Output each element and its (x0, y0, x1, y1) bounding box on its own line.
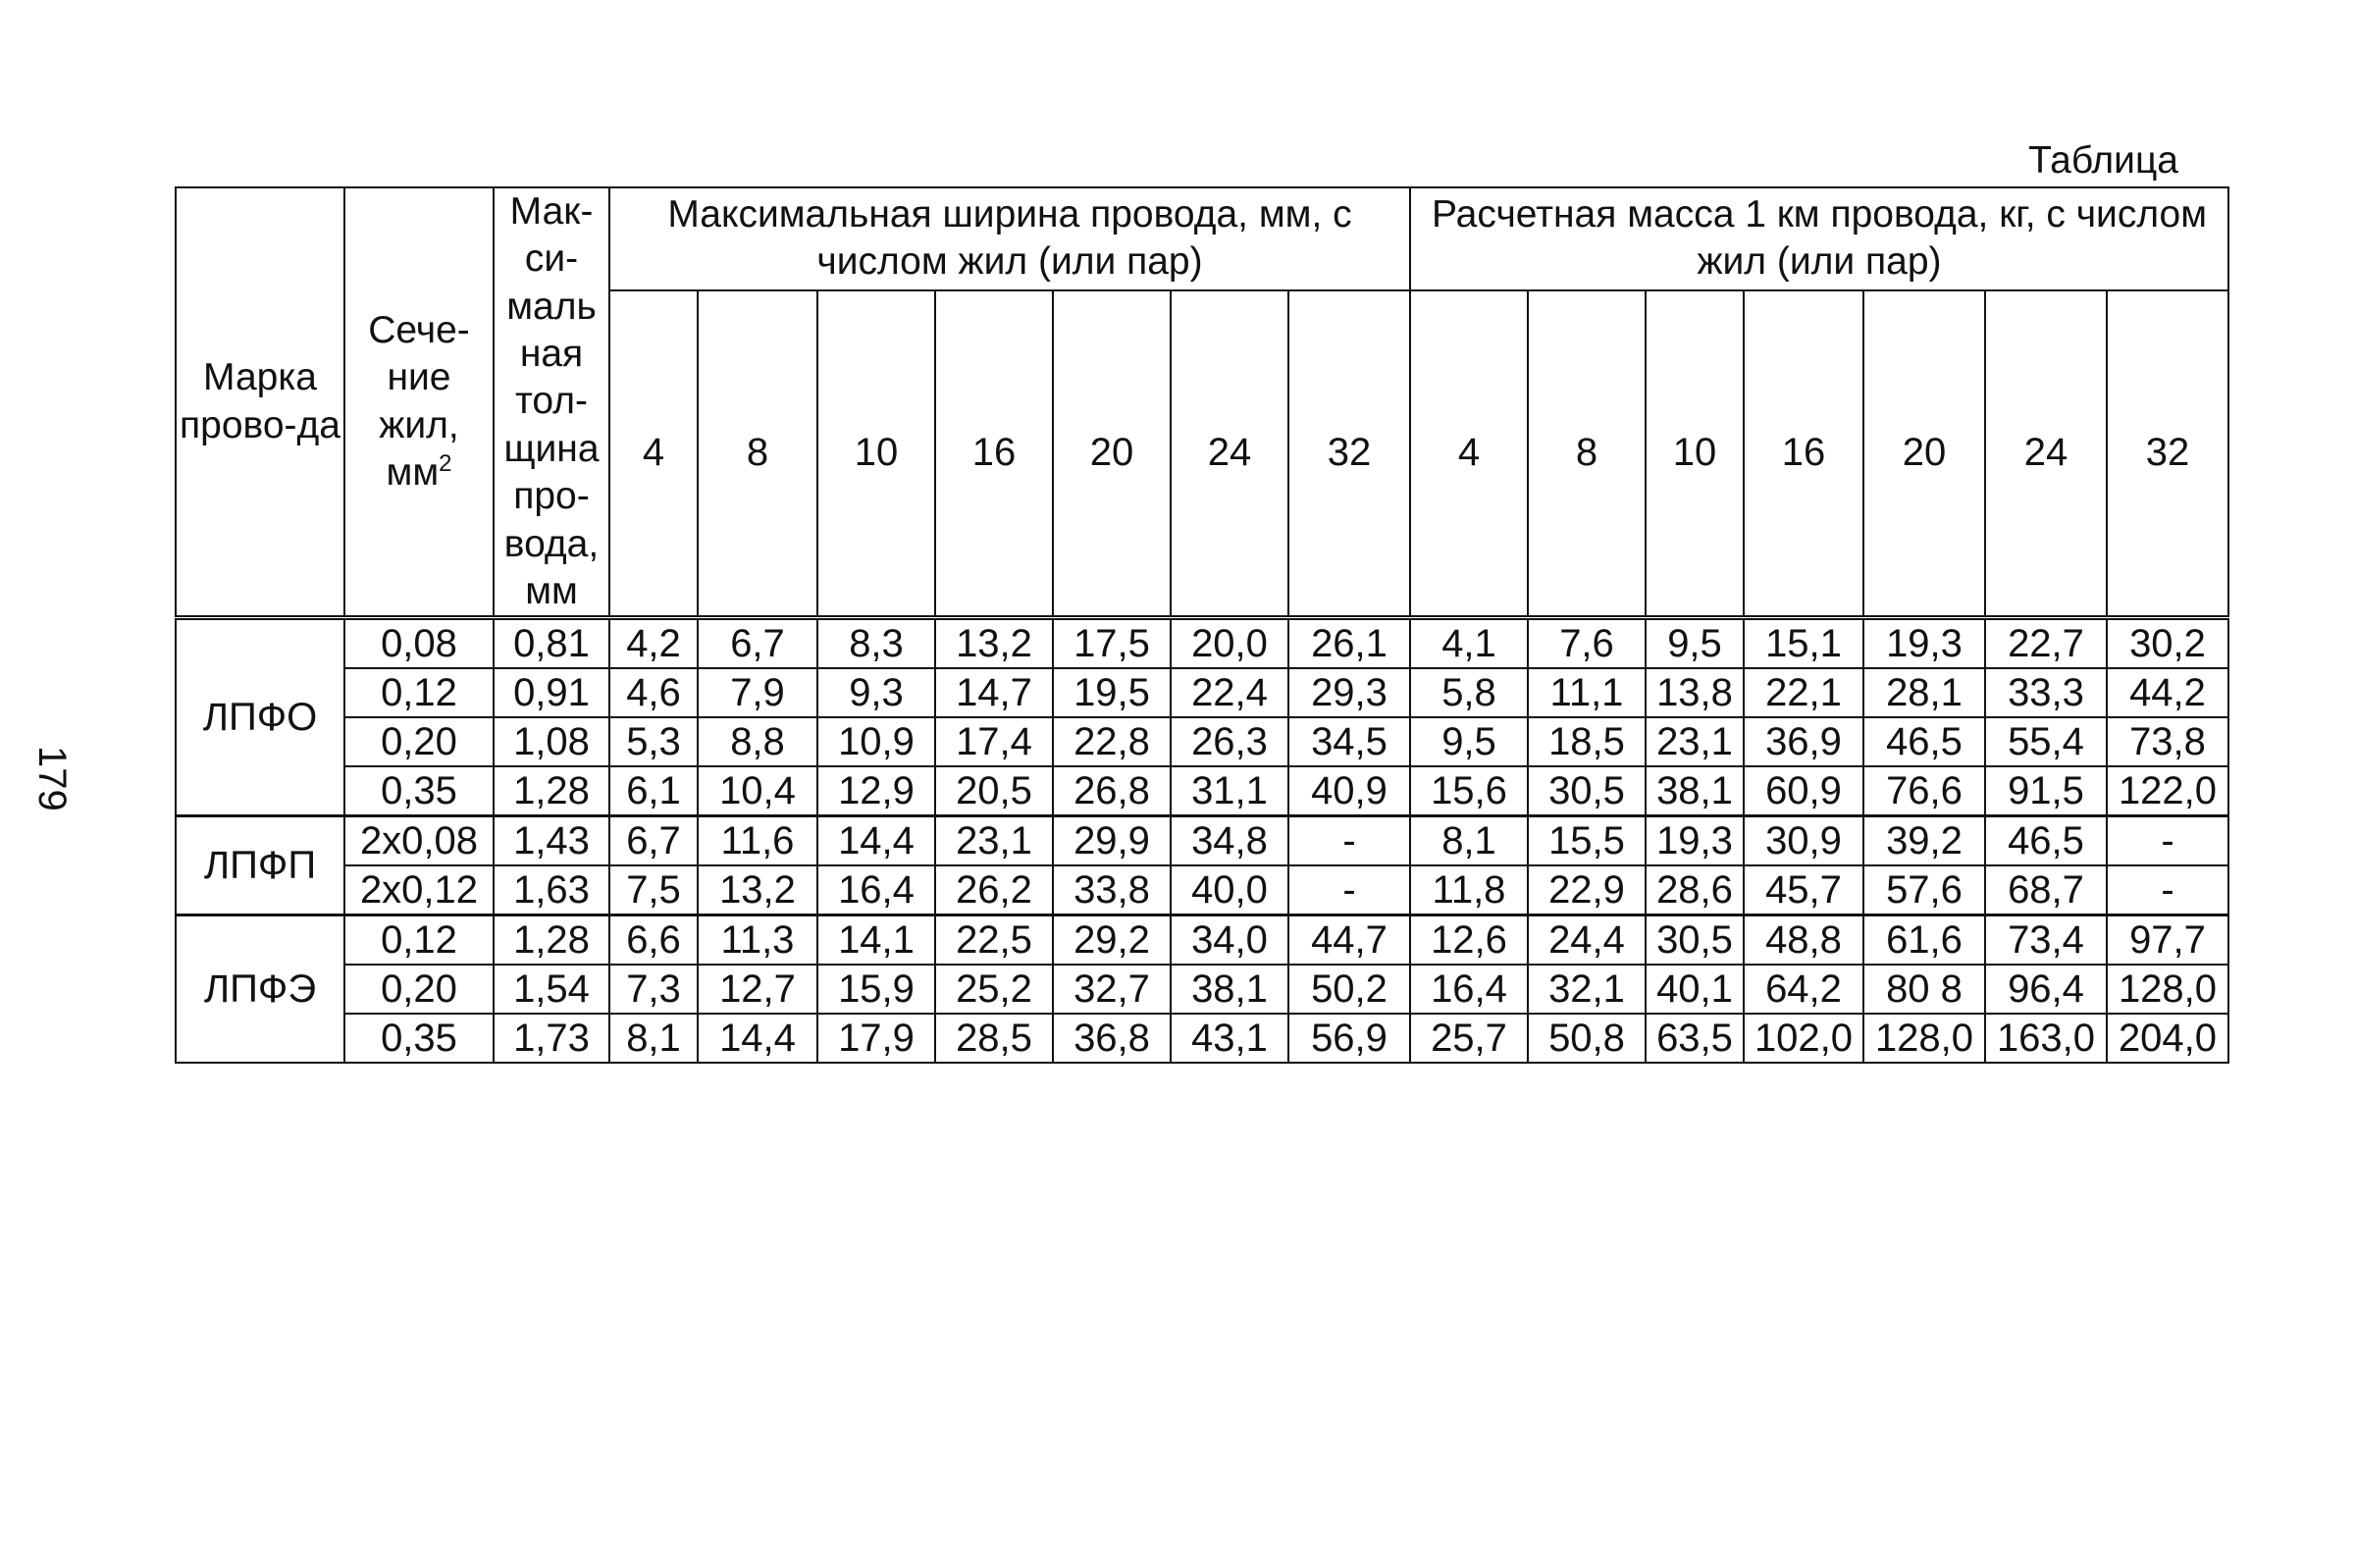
cell-brand: ЛПФЭ (176, 915, 344, 1064)
cell-width: 22,4 (1171, 668, 1288, 717)
cell-width: 6,7 (698, 618, 817, 669)
cell-mass: 22,7 (1985, 618, 2107, 669)
cell-width: 22,5 (935, 915, 1053, 966)
cell-width: 7,5 (609, 865, 698, 915)
cell-width: 6,1 (609, 766, 698, 816)
cell-width: 12,7 (698, 965, 817, 1014)
cell-mass: 61,6 (1863, 915, 1985, 966)
cell-width: 29,2 (1053, 915, 1171, 966)
header-width-cores: 8 (698, 290, 817, 618)
cell-mass: 24,4 (1528, 915, 1646, 966)
cell-mass: 128,0 (1863, 1014, 1985, 1063)
header-section (344, 187, 494, 618)
cell-width: 11,6 (698, 816, 817, 866)
table-row (176, 766, 2228, 816)
cell-width: 26,2 (935, 865, 1053, 915)
cell-mass: 16,4 (1410, 965, 1528, 1014)
cell-mass: 46,5 (1863, 717, 1985, 766)
header-mass-cores: 8 (1528, 290, 1646, 618)
cell-mass: 28,1 (1863, 668, 1985, 717)
cell-mass: 44,2 (2107, 668, 2228, 717)
cell-width: 19,5 (1053, 668, 1171, 717)
cell-width: 32,7 (1053, 965, 1171, 1014)
header-width-cores: 4 (609, 290, 698, 618)
cell-mass: 68,7 (1985, 865, 2107, 915)
cell-width: 22,8 (1053, 717, 1171, 766)
cell-mass: 9,5 (1646, 618, 1744, 669)
header-section-sup: 2 (439, 449, 452, 477)
cell-width: 40,0 (1171, 865, 1288, 915)
cell-width: - (1288, 865, 1410, 915)
header-mass-cores: 20 (1863, 290, 1985, 618)
table-row (176, 618, 2228, 669)
cell-width: 31,1 (1171, 766, 1288, 816)
cell-mass: 128,0 (2107, 965, 2228, 1014)
page-number: 179 (30, 746, 74, 811)
cell-thickness: 1,08 (494, 717, 609, 766)
cell-mass: 15,5 (1528, 816, 1646, 866)
cell-mass: 15,6 (1410, 766, 1528, 816)
cell-width: 34,0 (1171, 915, 1288, 966)
cell-thickness: 1,54 (494, 965, 609, 1014)
header-width-cores: 32 (1288, 290, 1410, 618)
cell-mass: 204,0 (2107, 1014, 2228, 1063)
header-width-group: Максимальная ширина провода, мм, с числом жил (или пар) (609, 187, 1410, 290)
table-row (176, 668, 2228, 717)
cell-mass: 55,4 (1985, 717, 2107, 766)
cell-mass: 73,4 (1985, 915, 2107, 966)
cell-width: 56,9 (1288, 1014, 1410, 1063)
cell-brand: ЛПФО (176, 618, 344, 816)
cell-width: 29,9 (1053, 816, 1171, 866)
cell-mass: 13,8 (1646, 668, 1744, 717)
cell-section: 0,12 (344, 668, 494, 717)
header-mass-cores: 24 (1985, 290, 2107, 618)
cell-width: 4,2 (609, 618, 698, 669)
cell-thickness: 1,73 (494, 1014, 609, 1063)
cell-mass: 30,2 (2107, 618, 2228, 669)
cell-width: 20,0 (1171, 618, 1288, 669)
cell-width: 26,8 (1053, 766, 1171, 816)
cell-width: 14,1 (817, 915, 935, 966)
cell-width: 8,8 (698, 717, 817, 766)
cell-mass: 12,6 (1410, 915, 1528, 966)
header-width-cores: 10 (817, 290, 935, 618)
cell-mass: 33,3 (1985, 668, 2107, 717)
header-width-cores: 20 (1053, 290, 1171, 618)
cell-mass: 9,5 (1410, 717, 1528, 766)
cell-width: 9,3 (817, 668, 935, 717)
cell-mass: - (2107, 865, 2228, 915)
cell-width: 17,9 (817, 1014, 935, 1063)
cell-mass: 96,4 (1985, 965, 2107, 1014)
cell-mass: 38,1 (1646, 766, 1744, 816)
header-mass-cores: 10 (1646, 290, 1744, 618)
cell-width: 6,6 (609, 915, 698, 966)
cell-mass: 36,9 (1744, 717, 1863, 766)
cell-mass: 8,1 (1410, 816, 1528, 866)
cell-width: 10,9 (817, 717, 935, 766)
cell-mass: 50,8 (1528, 1014, 1646, 1063)
cell-brand: ЛПФП (176, 816, 344, 915)
cell-width: 36,8 (1053, 1014, 1171, 1063)
cell-width: 12,9 (817, 766, 935, 816)
cell-mass: 22,9 (1528, 865, 1646, 915)
cell-mass: 64,2 (1744, 965, 1863, 1014)
cell-width: 11,3 (698, 915, 817, 966)
cell-thickness: 1,28 (494, 766, 609, 816)
data-table (175, 186, 2229, 1064)
cell-mass: 63,5 (1646, 1014, 1744, 1063)
cell-width: 28,5 (935, 1014, 1053, 1063)
header-mass-group: Расчетная масса 1 км провода, кг, с числом жил (или пар) (1410, 187, 2228, 290)
cell-width: 17,5 (1053, 618, 1171, 669)
cell-mass: 40,1 (1646, 965, 1744, 1014)
cell-mass: 163,0 (1985, 1014, 2107, 1063)
cell-mass: 4,1 (1410, 618, 1528, 669)
cell-mass: 15,1 (1744, 618, 1863, 669)
cell-mass: - (2107, 816, 2228, 866)
cell-width: 20,5 (935, 766, 1053, 816)
cell-thickness: 1,28 (494, 915, 609, 966)
cell-mass: 30,9 (1744, 816, 1863, 866)
table-caption: Таблица (2028, 139, 2178, 182)
cell-mass: 30,5 (1528, 766, 1646, 816)
table-row (176, 1014, 2228, 1063)
cell-width: 26,1 (1288, 618, 1410, 669)
cell-section: 2х0,12 (344, 865, 494, 915)
cell-width: 5,3 (609, 717, 698, 766)
cell-mass: 102,0 (1744, 1014, 1863, 1063)
table-body (176, 618, 2228, 1064)
cell-width: 44,7 (1288, 915, 1410, 966)
cell-width: 10,4 (698, 766, 817, 816)
cell-mass: 46,5 (1985, 816, 2107, 866)
cell-mass: 19,3 (1863, 618, 1985, 669)
cell-width: 15,9 (817, 965, 935, 1014)
cell-mass: 22,1 (1744, 668, 1863, 717)
cell-width: 26,3 (1171, 717, 1288, 766)
cell-section: 2х0,08 (344, 816, 494, 866)
header-width-cores: 16 (935, 290, 1053, 618)
header-row-top (176, 187, 2228, 290)
table-row (176, 816, 2228, 866)
table-row (176, 915, 2228, 966)
header-section-text: Сече-ние жил, мм (368, 308, 470, 494)
table-row (176, 717, 2228, 766)
cell-mass: 5,8 (1410, 668, 1528, 717)
header-brand: Марка прово-да (176, 187, 344, 618)
cell-mass: 48,8 (1744, 915, 1863, 966)
cell-section: 0,20 (344, 717, 494, 766)
table-row (176, 965, 2228, 1014)
cell-mass: 97,7 (2107, 915, 2228, 966)
cell-mass: 73,8 (2107, 717, 2228, 766)
cell-width: 7,3 (609, 965, 698, 1014)
cell-width: 8,3 (817, 618, 935, 669)
cell-width: 23,1 (935, 816, 1053, 866)
cell-mass: 60,9 (1744, 766, 1863, 816)
cell-width: 7,9 (698, 668, 817, 717)
cell-width: 29,3 (1288, 668, 1410, 717)
cell-width: 40,9 (1288, 766, 1410, 816)
header-mass-cores: 16 (1744, 290, 1863, 618)
cell-width: 8,1 (609, 1014, 698, 1063)
cell-width: 16,4 (817, 865, 935, 915)
cell-mass: 11,1 (1528, 668, 1646, 717)
cell-mass: 19,3 (1646, 816, 1744, 866)
cell-mass: 80 8 (1863, 965, 1985, 1014)
cell-width: 17,4 (935, 717, 1053, 766)
cell-section: 0,08 (344, 618, 494, 669)
cell-width: 13,2 (935, 618, 1053, 669)
cell-mass: 28,6 (1646, 865, 1744, 915)
header-mass-cores: 4 (1410, 290, 1528, 618)
cell-width: 4,6 (609, 668, 698, 717)
cell-width: 25,2 (935, 965, 1053, 1014)
cell-width: 43,1 (1171, 1014, 1288, 1063)
cell-mass: 11,8 (1410, 865, 1528, 915)
cell-mass: 25,7 (1410, 1014, 1528, 1063)
cell-width: 50,2 (1288, 965, 1410, 1014)
cell-mass: 32,1 (1528, 965, 1646, 1014)
table-row (176, 865, 2228, 915)
cell-width: 14,4 (817, 816, 935, 866)
cell-thickness: 0,81 (494, 618, 609, 669)
header-mass-cores: 32 (2107, 290, 2228, 618)
cell-mass: 122,0 (2107, 766, 2228, 816)
cell-mass: 57,6 (1863, 865, 1985, 915)
cell-mass: 39,2 (1863, 816, 1985, 866)
cell-width: 33,8 (1053, 865, 1171, 915)
cell-thickness: 0,91 (494, 668, 609, 717)
cell-mass: 18,5 (1528, 717, 1646, 766)
cell-section: 0,35 (344, 766, 494, 816)
cell-width: 34,5 (1288, 717, 1410, 766)
cell-thickness: 1,63 (494, 865, 609, 915)
cell-width: 13,2 (698, 865, 817, 915)
cell-section: 0,20 (344, 965, 494, 1014)
cell-mass: 45,7 (1744, 865, 1863, 915)
cell-section: 0,12 (344, 915, 494, 966)
cell-mass: 91,5 (1985, 766, 2107, 816)
header-width-cores: 24 (1171, 290, 1288, 618)
cell-section: 0,35 (344, 1014, 494, 1063)
header-thickness: Мак-си-маль ная тол-щина про-вода, мм (494, 187, 609, 618)
cell-width: 34,8 (1171, 816, 1288, 866)
cell-width: 6,7 (609, 816, 698, 866)
cell-width: 14,7 (935, 668, 1053, 717)
cell-mass: 23,1 (1646, 717, 1744, 766)
cell-mass: 7,6 (1528, 618, 1646, 669)
cell-thickness: 1,43 (494, 816, 609, 866)
cell-width: 14,4 (698, 1014, 817, 1063)
cell-width: - (1288, 816, 1410, 866)
cell-mass: 30,5 (1646, 915, 1744, 966)
cell-mass: 76,6 (1863, 766, 1985, 816)
cell-width: 38,1 (1171, 965, 1288, 1014)
